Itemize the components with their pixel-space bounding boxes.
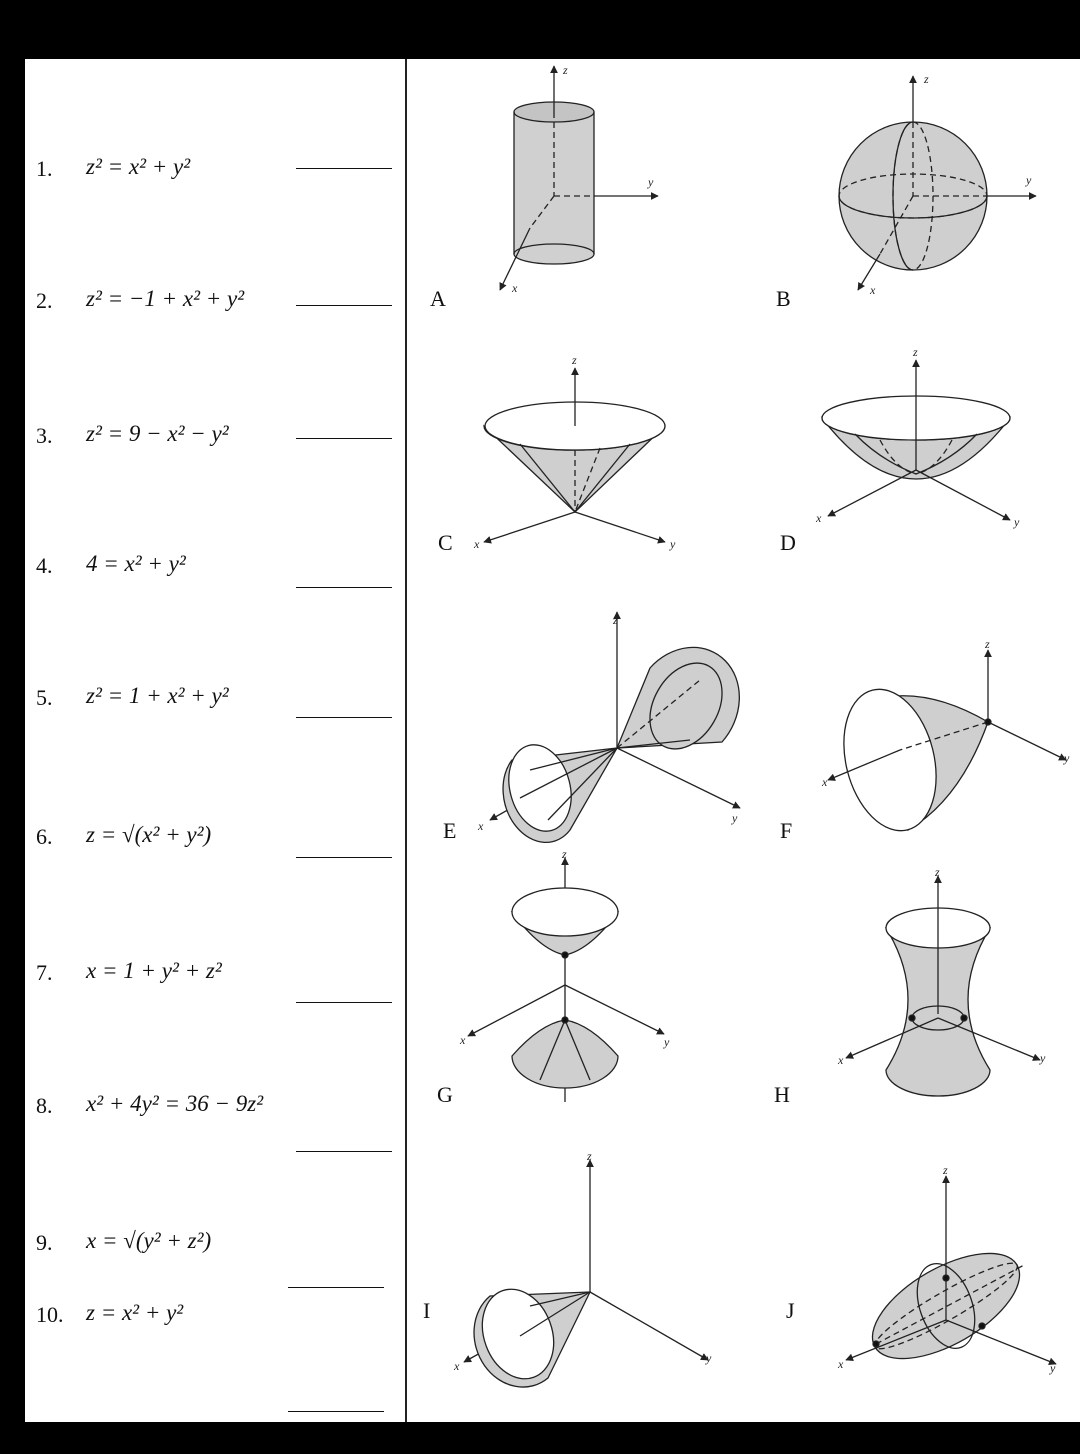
equation-expression: x² + 4y² = 36 − 9z² [86, 1091, 264, 1116]
svg-text:z: z [943, 1163, 948, 1177]
equation-number: 8. [36, 1093, 53, 1118]
figure-label-c: C [438, 530, 453, 555]
equation-expression: z = √(x² + y²) [86, 822, 212, 847]
svg-text:z: z [587, 1149, 592, 1163]
figure-label-g: G [437, 1082, 453, 1107]
svg-text:x: x [838, 1357, 844, 1371]
svg-text:y: y [1026, 173, 1032, 187]
svg-text:y: y [1014, 515, 1020, 529]
figure-label-j: J [786, 1298, 795, 1323]
equation-expression: z² = −1 + x² + y² [86, 286, 245, 311]
svg-text:z: z [924, 72, 929, 86]
svg-text:x: x [838, 1053, 844, 1067]
svg-text:y: y [706, 1351, 712, 1365]
figure-label-a: A [430, 286, 446, 311]
figure-label-f: F [780, 818, 793, 843]
svg-text:y: y [1040, 1051, 1046, 1065]
svg-text:x: x [870, 283, 876, 297]
svg-text:z: z [613, 613, 618, 627]
figure-label-e: E [443, 818, 457, 843]
svg-text:x: x [454, 1359, 460, 1373]
figure-j-ellipsoid [837, 1163, 1056, 1380]
svg-text:x: x [822, 775, 828, 789]
svg-text:y: y [1050, 1361, 1056, 1375]
equation-number: 9. [36, 1230, 53, 1255]
figure-e-double-cone [477, 612, 740, 842]
svg-text:y: y [664, 1035, 670, 1049]
svg-text:y: y [670, 537, 676, 551]
svg-text:z: z [563, 63, 568, 77]
equation-number: 1. [36, 156, 53, 181]
figure-d-paraboloid [815, 345, 1020, 529]
svg-text:z: z [935, 865, 940, 879]
figure-label-i: I [423, 1298, 431, 1323]
equation-expression: z² = x² + y² [86, 154, 191, 179]
equation-expression: z = x² + y² [86, 1300, 184, 1325]
equation-expression: z² = 9 − x² − y² [86, 421, 229, 446]
svg-text:y: y [648, 175, 654, 189]
figure-label-h: H [774, 1082, 790, 1107]
svg-text:z: z [985, 637, 990, 651]
svg-text:x: x [512, 281, 518, 295]
svg-text:y: y [732, 811, 738, 825]
equation-number: 4. [36, 553, 53, 578]
figure-label-d: D [780, 530, 796, 555]
figure-g-two-sheets [459, 847, 670, 1102]
equation-expression: 4 = x² + y² [86, 551, 186, 576]
svg-text:x: x [474, 537, 480, 551]
equation-number: 6. [36, 824, 53, 849]
svg-text:y: y [1064, 751, 1070, 765]
figure-i-cone-x [453, 1149, 712, 1389]
figure-c-cone [473, 353, 676, 551]
figure-b-sphere [839, 72, 1036, 297]
svg-text:z: z [913, 345, 918, 359]
figure-h-one-sheet [837, 865, 1046, 1096]
svg-text:x: x [478, 819, 484, 833]
equation-number: 10. [36, 1302, 64, 1327]
equation-expression: x = 1 + y² + z² [86, 958, 222, 983]
figure-label-b: B [776, 286, 791, 311]
equation-number: 2. [36, 288, 53, 313]
figure-f-paraboloid-x [821, 637, 1070, 841]
svg-text:z: z [572, 353, 577, 367]
equation-number: 3. [36, 423, 53, 448]
figure-a-cylinder [500, 63, 658, 295]
equation-expression: x = √(y² + z²) [86, 1228, 212, 1253]
svg-text:z: z [562, 847, 567, 861]
equation-number: 5. [36, 685, 53, 710]
equation-number: 7. [36, 960, 53, 985]
svg-text:x: x [816, 511, 822, 525]
equation-expression: z² = 1 + x² + y² [86, 683, 229, 708]
svg-text:x: x [460, 1033, 466, 1047]
